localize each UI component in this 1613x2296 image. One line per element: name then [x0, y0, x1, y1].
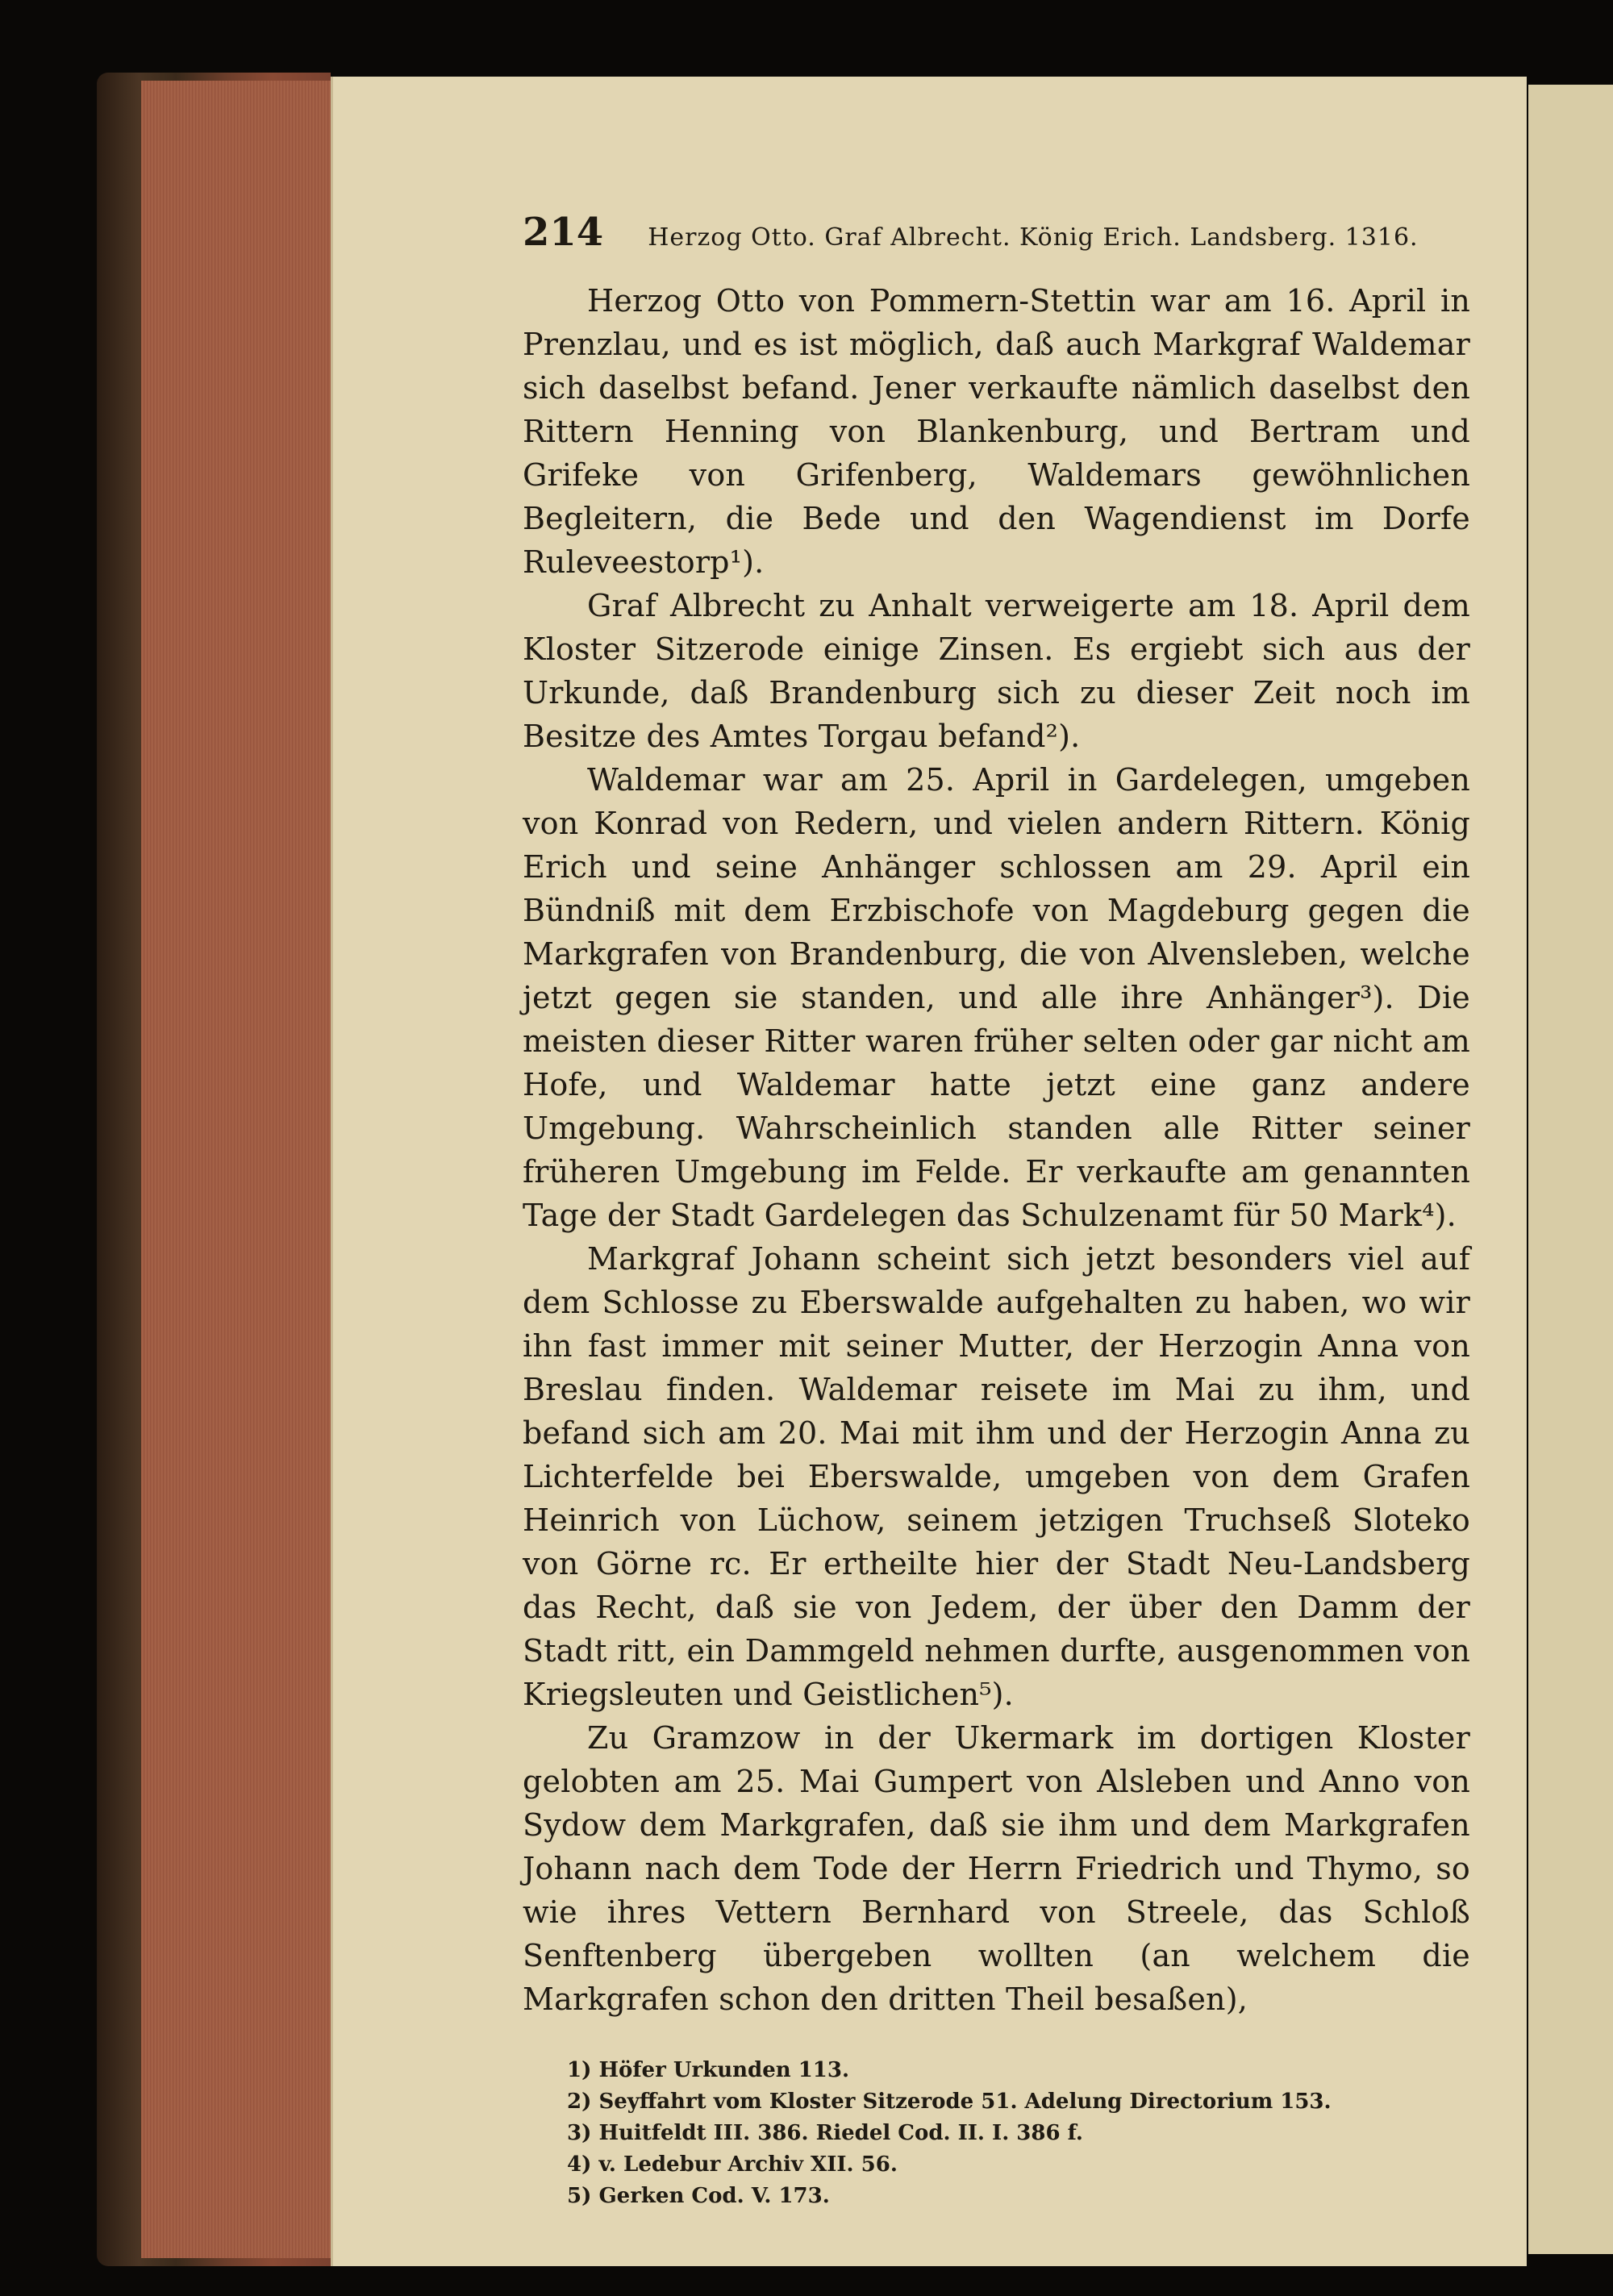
- page-edges: [141, 81, 335, 2258]
- paragraph: Waldemar war am 25. April in Gardelegen, umgeben von Konrad von Redern, und vielen andern Rittern. König Erich und seine Anhänger schlossen am 29. April ein Bündniß mit dem Erzbischofe von Magdeburg gegen die Markgrafen von Brandenburg, die von Alvensleben, welche jetzt gegen sie standen, und alle ihre Anhänger³). Die meisten dieser Ritter waren früher selten oder gar nicht am Hofe, und Waldemar hatte jetzt eine ganz andere Umgebung. Wahrscheinlich standen alle Ritter seiner früheren Umgebung im Felde. Er verkaufte am genannten Tage der Stadt Gardelegen das Schulzenamt für 50 Mark⁴).: [523, 762, 1470, 1233]
- paragraph: Graf Albrecht zu Anhalt verweigerte am 18. April dem Kloster Sitzerode einige Zinsen. Es ergiebt sich aus der Urkunde, daß Brandenburg sich zu dieser Zeit noch im Besitze des Amtes Torgau befand²).: [523, 588, 1470, 754]
- page-content: [523, 210, 1470, 2212]
- footnotes: [523, 2055, 1470, 2212]
- paragraph: Markgraf Johann scheint sich jetzt besonders viel auf dem Schlosse zu Eberswalde aufgehalten zu haben, wo wir ihn fast immer mit seiner Mutter, der Herzogin Anna von Breslau finden. Waldemar reisete im Mai zu ihm, und befand sich am 20. Mai mit ihm und der Herzogin Anna zu Lichterfelde bei Eberswalde, umgeben von dem Grafen Heinrich von Lüchow, seinem jetzigen Truchseß Sloteko von Görne rc. Er ertheilte hier der Stadt Neu-Landsberg das Recht, daß sie von Jedem, der über den Damm der Stadt ritt, ein Dammgeld nehmen durfte, ausgenommen von Kriegsleuten und Geistlichen⁵).: [523, 1241, 1470, 1712]
- paragraph: Herzog Otto von Pommern-Stettin war am 16. April in Prenzlau, und es ist möglich, daß auch Markgraf Waldemar sich daselbst befand. Jener verkaufte nämlich daselbst den Rittern Henning von Blankenburg, und Bertram und Grifeke von Grifenberg, Waldemars gewöhnlichen Begleitern, die Bede und den Wagendienst im Dorfe Ruleveestorp¹).: [523, 283, 1470, 580]
- footnote: 5) Gerken Cod. V. 173.: [567, 2184, 830, 2208]
- page-number: 214: [523, 210, 604, 255]
- footnote: 4) v. Ledebur Archiv XII. 56.: [567, 2152, 898, 2177]
- footnote: 1) Höfer Urkunden 113.: [567, 2058, 850, 2082]
- book-page: [331, 77, 1527, 2266]
- footnote: 2) Seyffahrt vom Kloster Sitzerode 51. Adelung Directorium 153.: [567, 2090, 1332, 2114]
- footnote: 3) Huitfeldt III. 386. Riedel Cod. II. I. 386 f.: [567, 2121, 1083, 2145]
- facing-page-edge: [1528, 85, 1613, 2254]
- running-head: Herzog Otto. Graf Albrecht. König Erich. Landsberg. 1316.: [648, 223, 1419, 252]
- page-header: [523, 210, 1470, 255]
- paragraph: Zu Gramzow in der Ukermark im dortigen Kloster gelobten am 25. Mai Gumpert von Alsleben und Anno von Sydow dem Markgrafen, daß sie ihm und dem Markgrafen Johann nach dem Tode der Herrn Friedrich und Thymo, so wie ihres Vettern Bernhard von Streele, das Schloß Senftenberg übergeben wollten (an welchem die Markgrafen schon den dritten Theil besaßen),: [523, 1720, 1470, 2017]
